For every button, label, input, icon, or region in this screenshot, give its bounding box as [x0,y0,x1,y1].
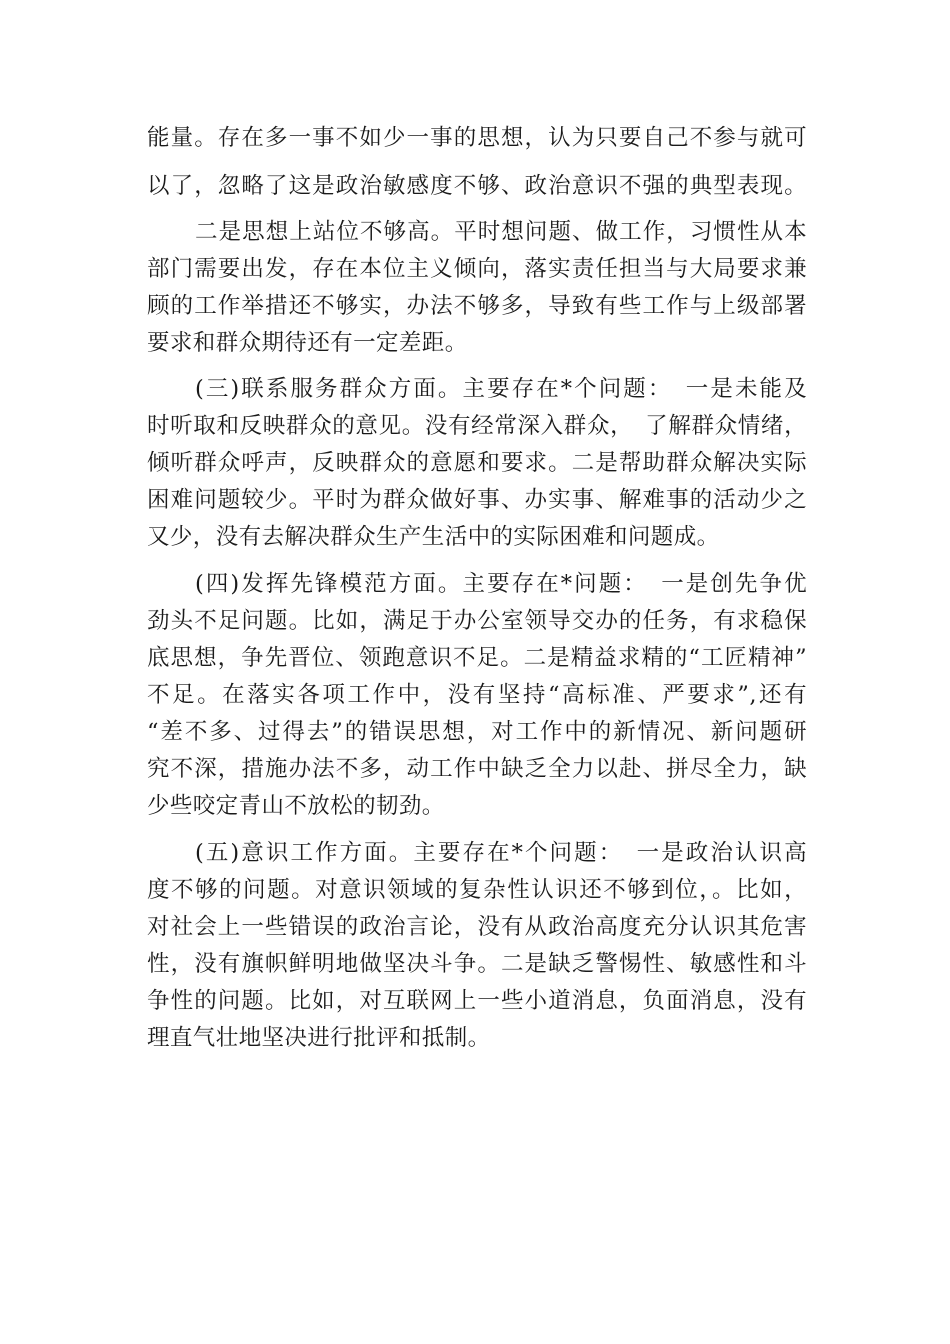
section-heading-line: (四)发挥先锋模范方面。主要存在*问题： 一是创先争优 [195,571,807,597]
text-line: 度不够的问题。对意识领域的复杂性认识还不够到位，。比如， [147,877,807,903]
text-line: 以了，忽略了这是政治敏感度不够、政治意识不强的典型表现。 [147,173,807,199]
text-line: 困难问题较少。平时为群众做好事、办实事、解难事的活动少之 [147,487,807,513]
text-line: 不足。在落实各项工作中，没有坚持“高标准、严要求”,还有 [147,682,807,708]
text-line: 部门需要出发，存在本位主义倾向，落实责任担当与大局要求兼 [147,256,807,282]
text-line: 倾听群众呼声，反映群众的意愿和要求。二是帮助群众解决实际 [147,450,807,476]
text-line: 顾的工作举措还不够实，办法不够多，导致有些工作与上级部署 [147,293,807,319]
text-line: 对社会上一些错误的政治言论，没有从政治高度充分认识其危害 [147,914,807,940]
text-line: “差不多、过得去”的错误思想，对工作中的新情况、新问题研 [147,719,807,745]
text-line: 又少，没有去解决群众生产生活中的实际困难和问题成。 [147,524,720,550]
text-line: 劲头不足问题。比如，满足于办公室领导交办的任务，有求稳保 [147,608,807,634]
text-line: 理直气壮地坚决进行批评和抵制。 [147,1025,491,1051]
text-line: 究不深，措施办法不多，动工作中缺乏全力以赴、拼尽全力，缺 [147,756,807,782]
section-heading-line: (五)意识工作方面。主要存在*个问题： 一是政治认识高 [195,840,807,866]
text-line: 争性的问题。比如，对互联网上一些小道消息，负面消息，没有 [147,988,807,1014]
section-heading-line: (三)联系服务群众方面。主要存在*个问题： 一是未能及 [195,376,807,402]
text-line: 能量。存在多一事不如少一事的思想，认为只要自己不参与就可 [147,125,807,151]
text-line: 性，没有旗帜鲜明地做坚决斗争。二是缺乏警惕性、敏感性和斗 [147,951,807,977]
text-line: 要求和群众期待还有一定差距。 [147,330,468,356]
text-line: 底思想，争先晋位、领跑意识不足。二是精益求精的“工匠精神” [147,645,807,671]
text-line: 少些咬定青山不放松的韧劲。 [147,793,445,819]
text-line: 时听取和反映群众的意见。没有经常深入群众， 了解群众情绪， [147,413,807,439]
paragraph-start-line: 二是思想上站位不够高。平时想问题、做工作，习惯性从本 [195,219,807,245]
